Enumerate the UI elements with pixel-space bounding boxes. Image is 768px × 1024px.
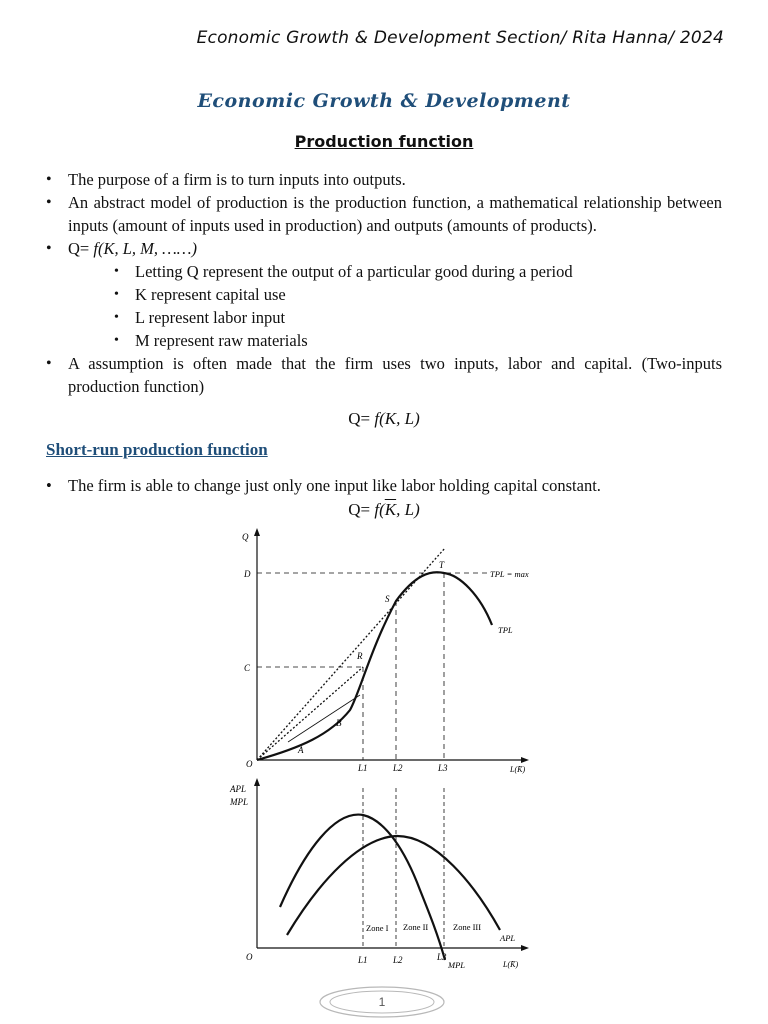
tick-l3-bottom: L3	[437, 952, 447, 962]
tp-curve-label: TPL	[498, 625, 513, 635]
subtitle: Production function	[294, 132, 474, 151]
x-axis-label-bottom: L(K̄)	[503, 960, 519, 969]
mp-axis-label: MPL	[230, 797, 248, 807]
tp-max-label: TPL = max	[490, 569, 529, 579]
mp-curve	[280, 815, 445, 960]
page-title: Economic Growth & Development	[197, 90, 571, 112]
tick-l2-top: L2	[393, 763, 403, 773]
zone-1-label: Zone I	[366, 923, 389, 933]
point-s: S	[385, 594, 390, 604]
q-function-expr: f(K, L, M, ……)	[93, 239, 197, 258]
ap-curve-label: APL	[500, 933, 516, 943]
formula-q-fkbar-l: $Q= f(\overline{K}$, L)	[348, 500, 420, 519]
production-chart	[220, 520, 540, 975]
bullet-q-function: • Q= f(K, L, M, ……) • Letting Q represent the output of a particular good during a period • K represent capital use • L represent labor input • M represent raw materials	[46, 237, 722, 352]
ap-curve	[287, 836, 500, 935]
tick-origin-top: O	[246, 759, 253, 769]
bottom-axes	[254, 778, 529, 951]
ap-axis-label: APL	[230, 784, 247, 794]
point-a: A	[298, 745, 304, 755]
section-heading: Short-run production function	[46, 440, 268, 459]
q-axis-label: Q	[242, 532, 249, 542]
page-number-badge	[317, 985, 447, 1019]
sub-bullet-l: • L represent labor input	[114, 306, 722, 329]
point-r: R	[357, 651, 363, 661]
tick-l2-bottom: L2	[393, 955, 403, 965]
top-guides	[257, 573, 488, 760]
page-header: Economic Growth & Development Section/ Rita Hanna/ 2024	[196, 28, 724, 48]
bullet-short-run: • The firm is able to change just only one input like labor holding capital constant.	[46, 476, 722, 496]
x-axis-label-top: L(K̄)	[510, 765, 526, 774]
page-number: 1	[378, 995, 386, 1009]
sub-bullet-q: • Letting Q represent the output of a particular good during a period	[114, 260, 722, 283]
zone-2-label: Zone II	[403, 922, 429, 932]
tick-l1-top: L1	[358, 763, 368, 773]
zone-3-label: Zone III	[453, 922, 482, 932]
sub-bullet-m: • M represent raw materials	[114, 329, 722, 352]
tp-curve	[257, 572, 492, 760]
tick-c: C	[244, 663, 251, 673]
sub-bullet-k: • K represent capital use	[114, 283, 722, 306]
tick-d: D	[244, 569, 251, 579]
tick-l3-top: L3	[438, 763, 448, 773]
tick-l1-bottom: L1	[358, 955, 368, 965]
point-t: T	[439, 560, 445, 570]
bullet-abstract-model: • An abstract model of production is the production function, a mathematical relationship between inputs (amount of inputs used in production) and outputs (amounts of products).	[46, 191, 722, 237]
formula-q-fkl: Q= f(K, L)	[348, 409, 420, 428]
mp-curve-label: MPL	[448, 960, 465, 970]
bullet-two-inputs: • A assumption is often made that the firm uses two inputs, labor and capital. (Two-inputs production function)	[46, 352, 722, 398]
tick-origin-bottom: O	[246, 952, 253, 962]
top-axes	[254, 528, 529, 763]
point-b: B	[336, 718, 342, 728]
bullet-purpose: • The purpose of a firm is to turn inputs into outputs.	[46, 168, 722, 191]
intro-bullets	[46, 168, 722, 398]
